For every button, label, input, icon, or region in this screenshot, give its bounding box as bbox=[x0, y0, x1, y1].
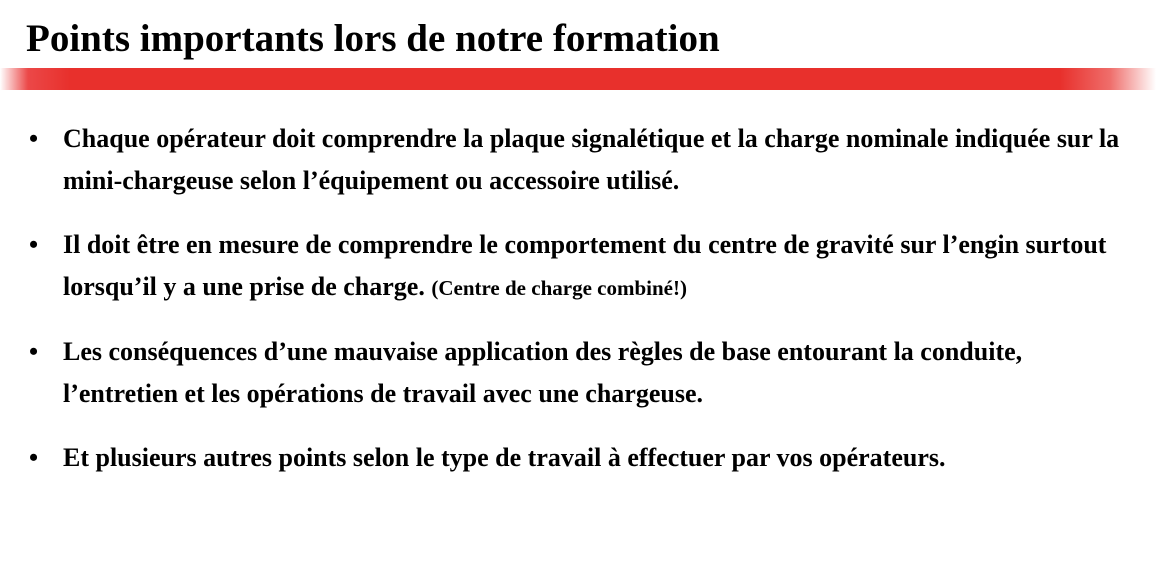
bullet-dot-icon: • bbox=[29, 443, 39, 472]
bullet-item-3 bbox=[0, 331, 1156, 415]
bullet-text: Il doit être en mesure de comprendre le comportement du centre de gravité sur l’engin surtout lorsqu’il y a une prise de charge. bbox=[63, 230, 1107, 301]
bullet-item-4 bbox=[0, 437, 1156, 479]
title-underline-bar bbox=[0, 68, 1156, 90]
bullet-item-1 bbox=[0, 118, 1156, 202]
bullet-dot-icon: • bbox=[29, 337, 39, 366]
bullet-list bbox=[0, 118, 1156, 479]
bullet-item-2 bbox=[0, 224, 1156, 309]
bullet-text: Et plusieurs autres points selon le type de travail à effectuer par vos opérateurs. bbox=[63, 443, 946, 472]
bullet-text: Les conséquences d’une mauvaise application des règles de base entourant la conduite, l’entretien et les opérations de travail avec une chargeuse. bbox=[63, 337, 1023, 408]
bullet-text: Chaque opérateur doit comprendre la plaque signalétique et la charge nominale indiquée sur la mini-chargeuse selon l’équipement ou accessoire utilisé. bbox=[63, 124, 1120, 195]
slide-title: Points importants lors de notre formation bbox=[26, 17, 720, 60]
bullet-dot-icon: • bbox=[29, 124, 39, 153]
bullet-dot-icon: • bbox=[29, 230, 39, 259]
bullet-note: (Centre de charge combiné!) bbox=[431, 276, 687, 300]
